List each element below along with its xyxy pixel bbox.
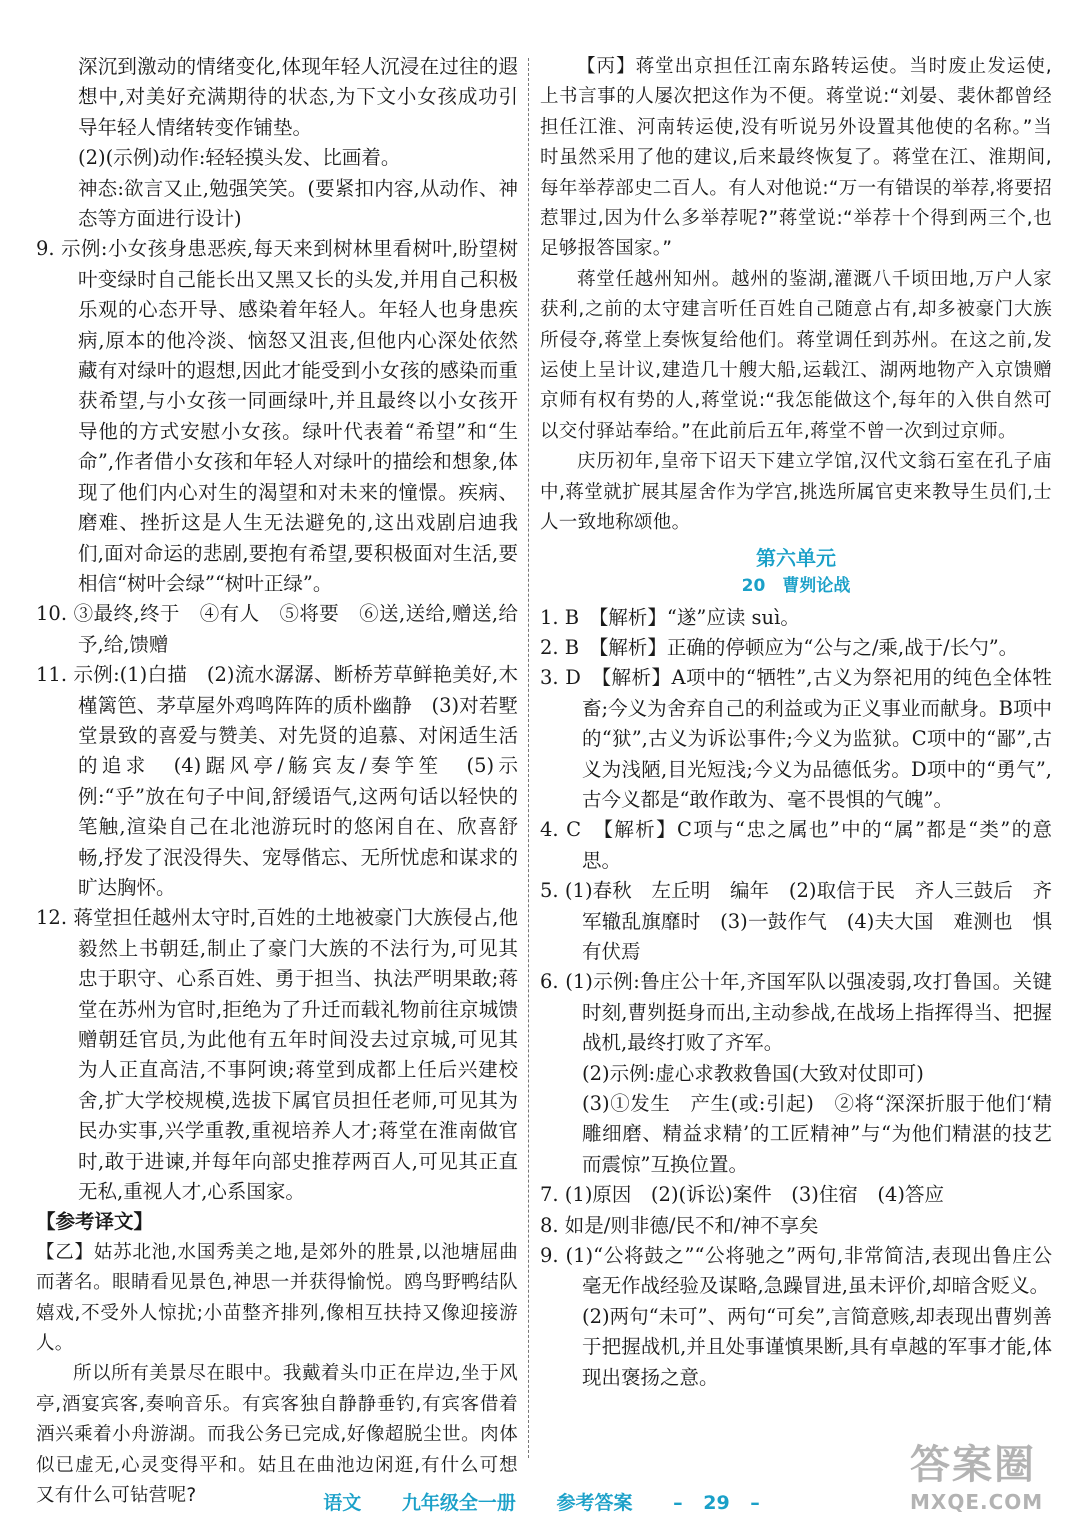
answer-paragraph: 12. 蒋堂担任越州太守时,百姓的土地被豪门大族侵占,他毅然上书朝廷,制止了豪门大族的不法行为,可见其忠于职守、心系百姓、勇于担当、执法严明果敢;蒋堂在苏州为官时,拒绝为了升迁而载礼物前往京城馈赠朝廷官员,为此他有五年时间没去过京城,可见其为人正直高洁,不事阿谀;蒋堂到成都上任后兴建校舍,扩大学校规模,选拔下属官员担任老师,可见其为民办实事,兴学重教,重视培养人才;蒋堂在淮南做官时,敢于进谏,并每年向部史推荐两百人,可见其正直无私,重视人才,心系国家。 — [36, 906, 518, 1204]
answer-paragraph: 1. B 【解析】“遂”应读 suì。 — [540, 605, 800, 629]
answer-paragraph: 【乙】姑苏北池,水国秀美之地,是郊外的胜景,以池塘屈曲而著名。眼睛看见景色,神思一并获得愉悦。鸥鸟野鸭结队嬉戏,不受外人惊扰;小苗整齐排列,像相互扶持又像迎接游人。 — [36, 1241, 518, 1355]
answer-paragraph: (2)两句“未可”、两句“可矣”,言简意赅,却表现出曹刿善于把握战机,并且处事谨慎果断,具有卓越的军事才能,体现出褒扬之意。 — [582, 1304, 1052, 1389]
watermark-url: MXQE.COM — [910, 1490, 1044, 1514]
answer-paragraph: (3)①发生 产生(或:引起) ②将“深深折服于他们‘精雕细磨、精益求精’的工匠精神”与“为他们精湛的技艺而震惊”互换位置。 — [582, 1092, 1052, 1176]
answer-paragraph: 3. D 【解析】A项中的“牺牲”,古义为祭祀用的纯色全体牲畜;今义为舍弃自己的利益或为正义事业而献身。B项中的“狱”,古义为诉讼事件;今义为监狱。C项中的“鄙”,古义为浅陋,目光短浅;今义为品德低劣。D项中的“勇气”,古今义都是“敢作敢为、毫不畏惧的气魄”。 — [540, 666, 1052, 811]
answer-paragraph: (2)示例:虚心求教救鲁国(大致对仗即可) — [582, 1061, 924, 1085]
answer-paragraph: 所以所有美景尽在眼中。我戴着头巾正在岸边,坐于风亭,酒宴宾客,奏响音乐。有宾客独自静静垂钓,有宾客借着酒兴乘着小舟游湖。而我公务已完成,好像超脱尘世。肉体似已虚无,心灵变得平和。姑且在曲池边闲逛,有什么可想又有什么可钻营呢? — [36, 1363, 518, 1507]
answer-paragraph: 神态:欲言又止,勉强笑笑。(要紧扣内容,从动作、神态等方面进行设计) — [78, 176, 518, 231]
answer-paragraph: 7. (1)原因 (2)(诉讼)案件 (3)住宿 (4)答应 — [540, 1183, 945, 1207]
footer-subject: 语文 — [323, 1492, 362, 1514]
answer-paragraph: 9. 示例:小女孩身患恶疾,每天来到树林里看树叶,盼望树叶变绿时自己能长出又黑又长的头发,并用自己积极乐观的心态开导、感染着年轻人。年轻人也身患疾病,原本的他冷淡、恼怒又沮丧,但他内心深处依然藏有对绿叶的遐想,因此才能受到小女孩的感染而重获希望,与小女孩一同画绿叶,并且最终以小女孩开导他的方式安慰小女孩。绿叶代表着“希望”和“生命”,作者借小女孩和年轻人对绿叶的描绘和想象,体现了他们内心对生的渴望和对未来的憧憬。疾病、磨难、挫折这是人生无法避免的,这出戏剧启迪我们,面对命运的悲剧,要抱有希望,要积极面对生活,要相信“树叶会绿”“树叶正绿”。 — [36, 237, 518, 595]
answer-paragraph: 深沉到激动的情绪变化,体现年轻人沉浸在过往的遐想中,对美好充满期待的状态,为下文小女孩成功引导年轻人情绪转变作铺垫。 — [78, 55, 518, 139]
watermark-logo-text: 答案圈 — [910, 1442, 1036, 1488]
watermark-logo — [910, 1440, 1070, 1530]
footer-page-number: – 29 – — [673, 1492, 760, 1514]
footer-label: 参考答案 — [556, 1492, 633, 1514]
unit-title: 第六单元 — [756, 545, 836, 570]
footer-grade: 九年级全一册 — [401, 1492, 516, 1514]
answer-paragraph: 9. (1)“公将鼓之”“公将驰之”两句,非常简洁,表现出鲁庄公毫无作战经验及谋略,急躁冒进,虽未评价,却暗含贬义。 — [540, 1244, 1052, 1298]
answer-paragraph: 5. (1)春秋 左丘明 编年 (2)取信于民 齐人三鼓后 齐军辙乱旗靡时 (3)一鼓作气 (4)夫大国 难测也 惧有伏焉 — [540, 879, 1052, 963]
answer-paragraph: 蒋堂任越州知州。越州的鉴湖,灌溉八千顷田地,万户人家获利,之前的太守建言听任百姓自己随意占有,却多被豪门大族所侵夺,蒋堂上奏恢复给他们。蒋堂调任到苏州。在这之前,发运使上呈计议,建造几十艘大船,运载江、湖两地物产入京馈赠京师有权有势的人,蒋堂说:“我怎能做这个,每年的入供自然可以交付驿站奉给。”在此前后五年,蒋堂不曾一次到过京师。 — [540, 268, 1052, 442]
answer-paragraph: (2)(示例)动作:轻轻摸头发、比画着。 — [78, 146, 401, 170]
answer-paragraph: 庆历初年,皇帝下诏天下建立学馆,汉代文翁石室在孔子庙中,蒋堂就扩展其屋舍作为学宫,挑选所属官吏来教导生员们,士人一致地称颂他。 — [540, 451, 1052, 534]
left-column — [36, 52, 518, 1512]
answer-paragraph: 4. C 【解析】C项与“忠之属也”中的“属”都是“类”的意思。 — [540, 818, 1052, 872]
right-column — [540, 52, 1052, 1393]
answer-paragraph: 【丙】蒋堂出京担任江南东路转运使。当时废止发运使,上书言事的人屡次把这作为不便。蒋堂说:“刘晏、裴休都曾经担任江淮、河南转运使,没有听说另外设置其他使的名称。”当时虽然采用了他的建议,后来最终恢复了。蒋堂在江、淮期间,每年举荐部史二百人。有人对他说:“万一有错误的举荐,将要招惹罪过,因为什么多举荐呢?”蒋堂说:“举荐十个得到两三个,也足够报答国家。” — [540, 56, 1052, 260]
lesson-answers — [540, 603, 1052, 1394]
translation-continued — [540, 52, 1052, 539]
answer-paragraph: 2. B 【解析】正确的停顿应为“公与之/乘,战于/长勺”。 — [540, 635, 1019, 659]
answer-paragraph: 8. 如是/则非德/民不和/神不享矣 — [540, 1213, 819, 1237]
lesson-title: 20 曹刿论战 — [741, 575, 851, 596]
answer-paragraph: 10. ③最终,终于 ④有人 ⑤将要 ⑥送,送给,赠送,给予,给,馈赠 — [36, 602, 518, 656]
column-divider — [528, 58, 529, 1458]
answer-paragraph: 6. (1)示例:鲁庄公十年,齐国军队以强凌弱,攻打鲁国。关键时刻,曹刿挺身而出,主动参战,在战场上指挥得当、把握战机,最终打败了齐军。 — [540, 970, 1052, 1055]
answer-paragraph: 11. 示例:(1)白描 (2)流水潺潺、断桥芳草鲜艳美好,木槿篱笆、茅草屋外鸡鸣阵阵的质朴幽静 (3)对若墅堂景致的喜爱与赞美、对先贤的追慕、对闲适生活的追求 (4)踞风亭/觞宾友/奏竽笙 (5)示例:“乎”放在句子中间,舒缓语气,这两句话以轻快的笔触,渲染自己在北池游玩时的悠闲自在、欣喜舒畅,抒发了泯没得失、宠辱偕忘、无所忧虑和谋求的旷达胸怀。 — [36, 663, 518, 899]
section-heading: 【参考译文】 — [36, 1210, 154, 1234]
